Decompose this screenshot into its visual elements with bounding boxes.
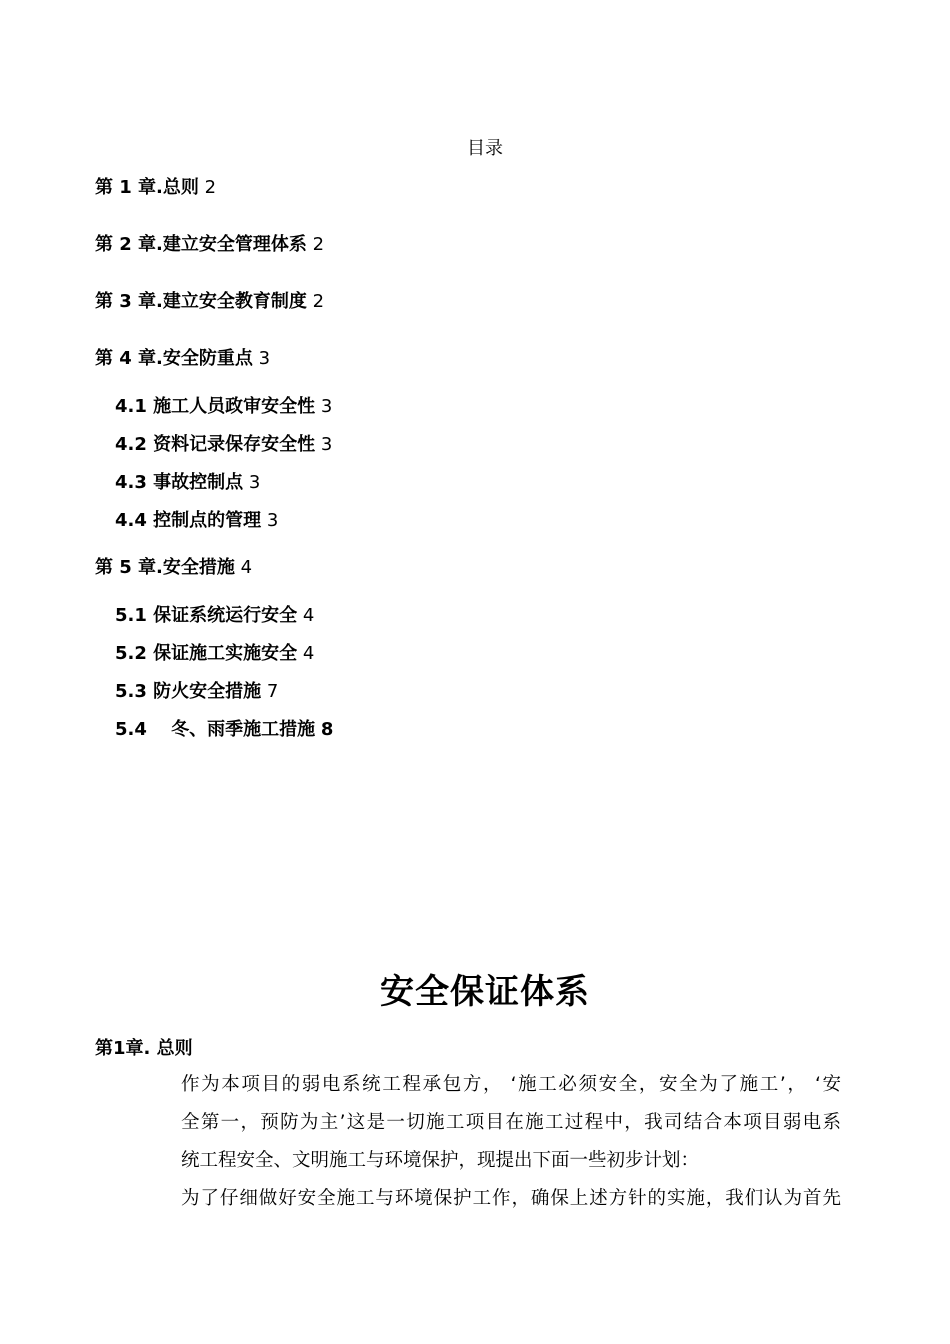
toc-entry-label: 4.2 资料记录保存安全性 xyxy=(115,434,316,455)
document-title: 安全保证体系 xyxy=(380,972,590,1012)
toc-entry-label: 4.4 控制点的管理 xyxy=(115,510,262,531)
toc-entry-label: 5.1 保证系统运行安全 xyxy=(115,605,298,626)
paragraph-line: 作为本项目的弱电系统工程承包方， ‘施工必须安全，安全为了施工’， ‘安 xyxy=(181,1074,841,1095)
section-heading-chapter-1: 第1章. 总则 xyxy=(95,1038,193,1059)
toc-entry-label: 第 1 章.总则 xyxy=(95,177,199,198)
toc-entry-section-5-1[interactable] xyxy=(115,604,314,628)
toc-entry-page: 4 xyxy=(240,557,253,578)
toc-entry-label: 第 5 章.安全措施 xyxy=(95,557,235,578)
toc-entry-page: 8 xyxy=(320,719,334,740)
toc-entry-label: 4.1 施工人员政审安全性 xyxy=(115,396,316,417)
toc-entry-section-5-3[interactable] xyxy=(115,680,278,704)
toc-entry-section-4-4[interactable] xyxy=(115,509,278,533)
toc-entry-label: 第 2 章.建立安全管理体系 xyxy=(95,234,307,255)
toc-entry-label: 5.2 保证施工实施安全 xyxy=(115,643,298,664)
toc-entry-chapter-4[interactable] xyxy=(95,347,270,371)
toc-entry-section-5-4[interactable] xyxy=(115,718,333,742)
paragraph-line: 统工程安全、文明施工与环境保护，现提出下面一些初步计划： xyxy=(181,1150,700,1171)
toc-entry-label: 第 4 章.安全防重点 xyxy=(95,348,253,369)
toc-entry-page: 3 xyxy=(266,510,279,531)
toc-entry-section-5-2[interactable] xyxy=(115,642,314,666)
toc-entry-page: 3 xyxy=(320,434,333,455)
toc-entry-page: 2 xyxy=(312,291,325,312)
toc-entry-section-4-2[interactable] xyxy=(115,433,332,457)
toc-entry-page: 7 xyxy=(266,681,279,702)
toc-entry-page: 4 xyxy=(302,643,315,664)
toc-title: 目录 xyxy=(467,138,503,159)
paragraph-line: 为了仔细做好安全施工与环境保护工作，确保上述方针的实施，我们认为首先 xyxy=(181,1188,841,1209)
toc-entry-section-4-3[interactable] xyxy=(115,471,260,495)
toc-entry-label: 5.4 冬、雨季施工措施 xyxy=(115,719,316,740)
toc-entry-page: 3 xyxy=(258,348,271,369)
toc-entry-label: 5.3 防火安全措施 xyxy=(115,681,262,702)
toc-entry-chapter-1[interactable] xyxy=(95,176,216,200)
toc-entry-page: 3 xyxy=(248,472,261,493)
toc-entry-page: 2 xyxy=(312,234,325,255)
paragraph-line: 全第一，预防为主’这是一切施工项目在施工过程中，我司结合本项目弱电系 xyxy=(181,1112,841,1133)
toc-entry-label: 4.3 事故控制点 xyxy=(115,472,244,493)
toc-entry-page: 3 xyxy=(320,396,333,417)
toc-entry-label: 第 3 章.建立安全教育制度 xyxy=(95,291,307,312)
toc-entry-section-4-1[interactable] xyxy=(115,395,332,419)
toc-entry-page: 4 xyxy=(302,605,315,626)
toc-entry-page: 2 xyxy=(204,177,217,198)
toc-entry-chapter-5[interactable] xyxy=(95,556,252,580)
toc-entry-chapter-3[interactable] xyxy=(95,290,324,314)
body-text xyxy=(181,1066,841,1218)
toc-entry-chapter-2[interactable] xyxy=(95,233,324,257)
